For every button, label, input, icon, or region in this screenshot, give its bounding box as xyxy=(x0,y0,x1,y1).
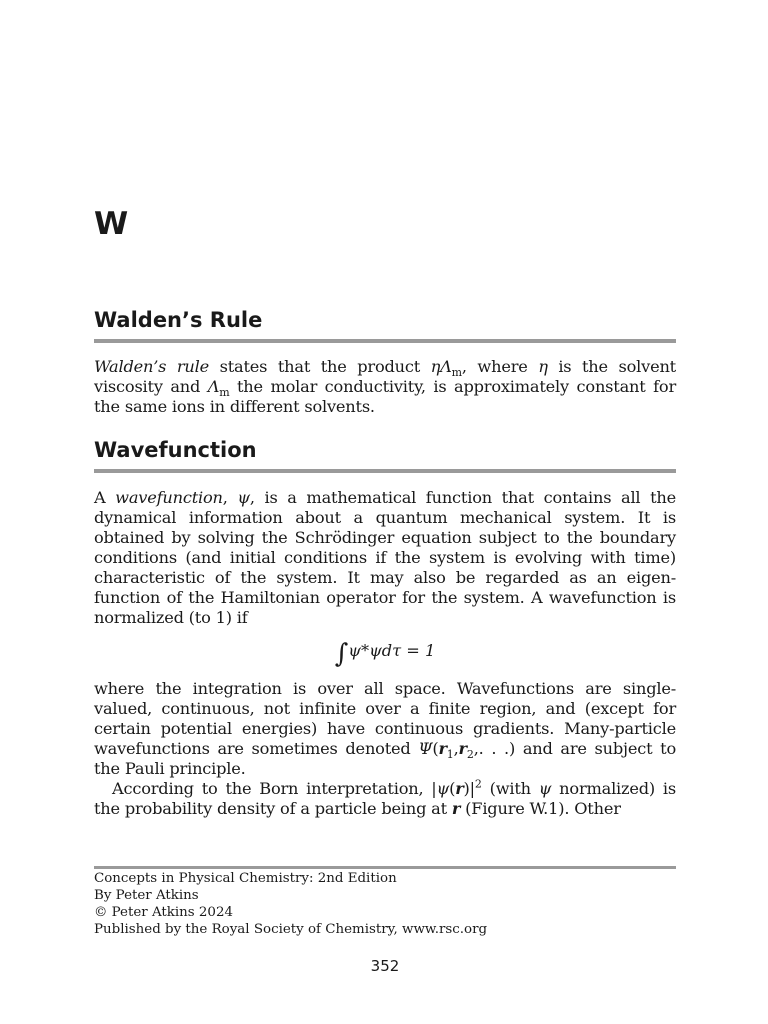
section-wavefunction xyxy=(94,436,676,819)
normalization-equation: ∫ψ*ψdτ = 1 xyxy=(334,639,436,669)
term-waldens-rule: Walden’s rule xyxy=(94,357,209,376)
term-wavefunction: wavefunction xyxy=(115,488,223,507)
wavefunction-paragraph-3: According to the Born interpretation, $|\psi(r)|^2$ (with ψ normalized) is the probability density of a particle being at r (Figure W.1). Other xyxy=(94,777,676,818)
footer-book-title: Concepts in Physical Chemistry: 2nd Edition xyxy=(94,871,397,886)
page-number: 352 xyxy=(370,957,400,975)
footer-author: By Peter Atkins xyxy=(94,888,199,903)
waldens-rule-paragraph: Walden’s rule states that the product $\eta\Lambda_m$, where η is the solvent viscosity and $\Lambda_m$ the molar conductivity, is approximately constant for the same ions in different solvents. xyxy=(94,357,676,416)
section-title-wavefunction: Wavefunction xyxy=(94,436,676,473)
wavefunction-paragraph-1: A wavefunction, ψ, is a mathematical function that contains all the dynamical information about a quantum mechanical system. It is obtained by solving the Schrödinger equation subject to the boundary conditions (and initial conditions if the system is evolving with time) characteristic of the system. It may also be regarded as an eigen-function of the Hamiltonian operator for the system. A wavefunction is normalized (to 1) if xyxy=(94,488,676,627)
chapter-letter: W xyxy=(94,206,129,242)
section-title-waldens-rule: Walden’s Rule xyxy=(94,306,676,343)
book-page xyxy=(94,0,676,1024)
wavefunction-paragraph-2: where the integration is over all space. Wavefunctions are single-valued, continuous, not infinite over a finite region, and (except for certain potential energies) have continuous gradients. Many-particle wavefunctions are sometimes denoted $\Psi(r_1,r_2$,. . .) and are subject to the Pauli principle. xyxy=(94,679,676,778)
section-waldens-rule xyxy=(94,306,676,417)
footer-publisher: Published by the Royal Society of Chemistry, www.rsc.org xyxy=(94,922,488,937)
footer-divider xyxy=(94,866,676,869)
footer-copyright: © Peter Atkins 2024 xyxy=(94,905,233,920)
publication-footer xyxy=(94,870,676,938)
integral-sign: ∫ xyxy=(334,639,349,669)
